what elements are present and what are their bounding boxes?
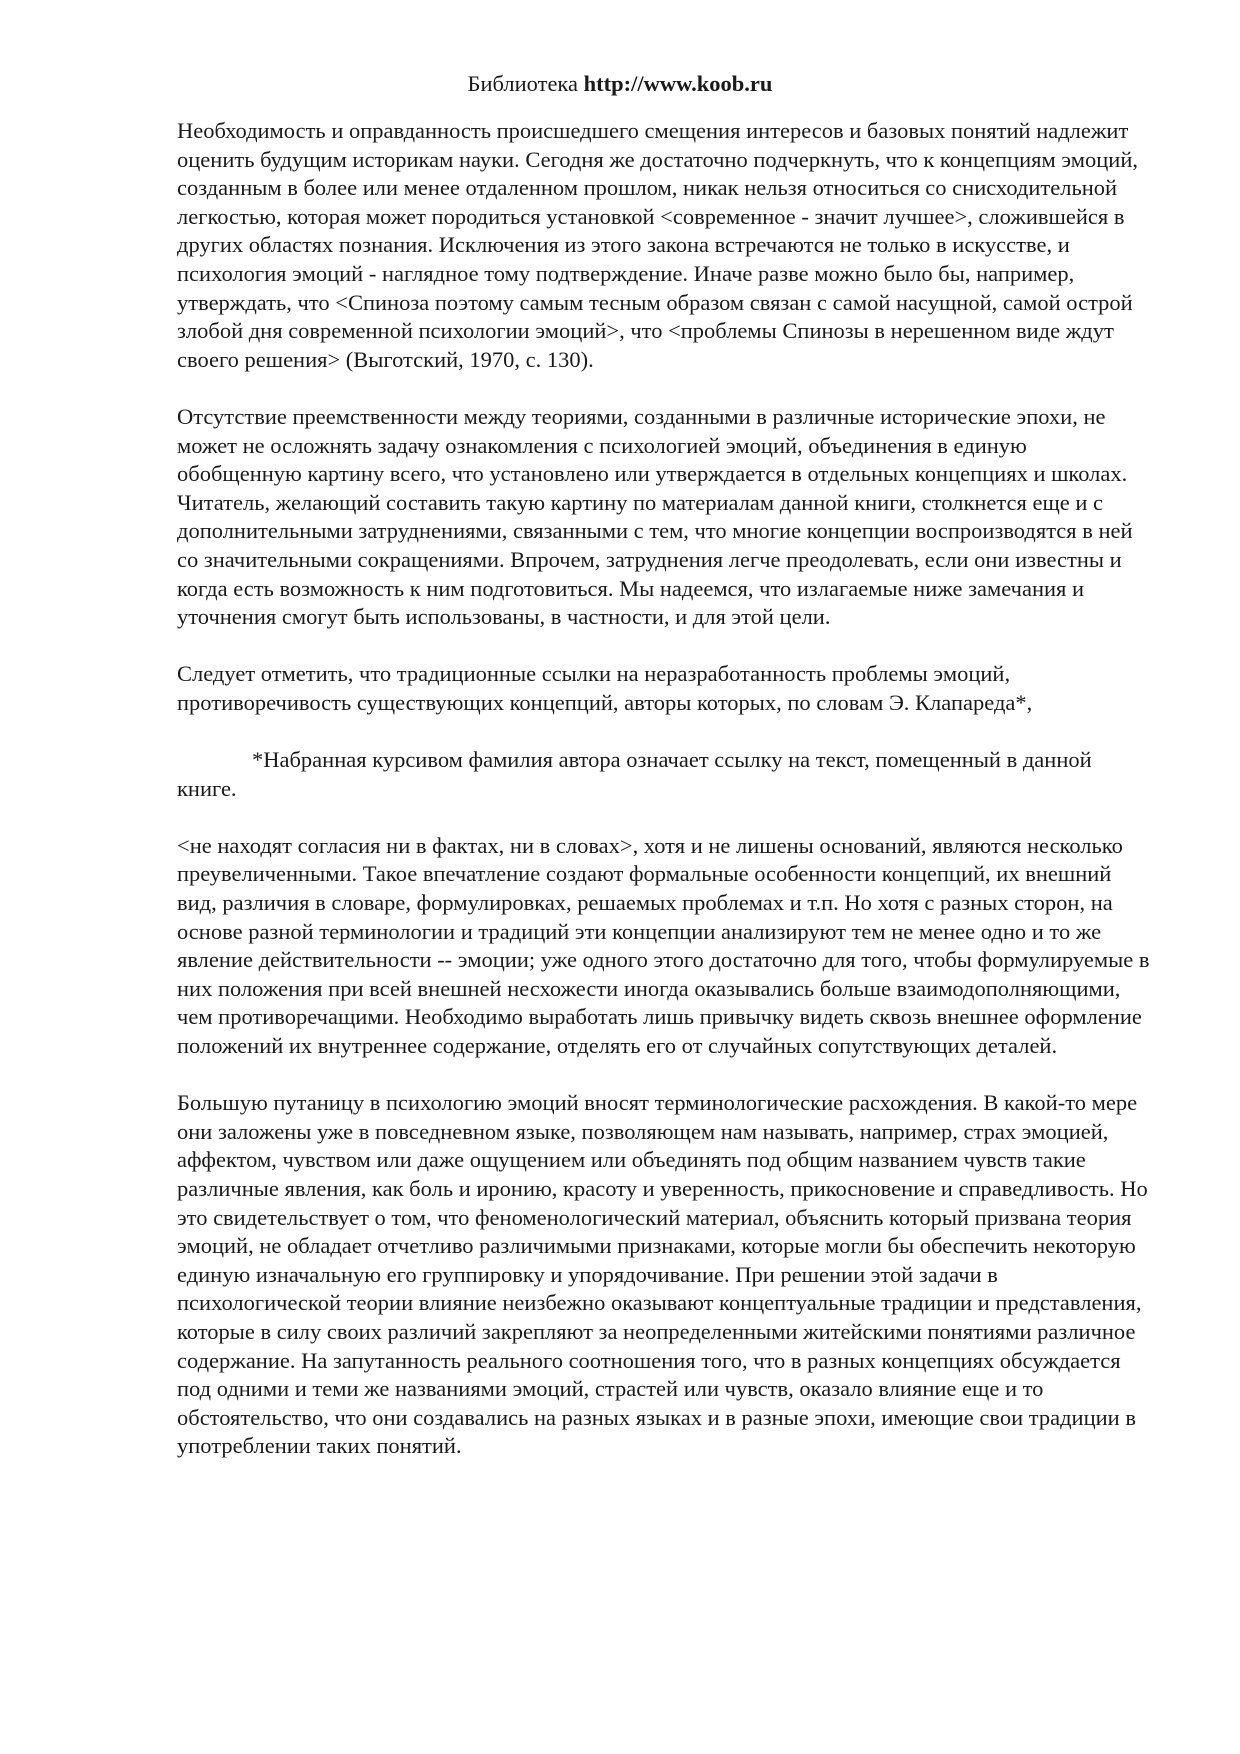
paragraph-2: Отсутствие преемственности между теориями, созданными в различные исторические эпохи, не может не осложнять задачу ознакомления с психологией эмоций, объединения в единую обобщенную картину всего, что установлено или утверждается в отдельных концепциях и школах. Читатель, желающий составить такую картину по материалам данной книги, столкнется еще и с дополнительными затруднениями, связанными с тем, что многие концепции воспроизводятся в ней со значительными сокращениями. Впрочем, затруднения легче преодолевать, если они известны и когда есть возможность к ним подготовиться. Мы надеемся, что излагаемые ниже замечания и уточнения смогут быть использованы, в частности, и для этой цели. xyxy=(177,403,1133,630)
paragraph-4: <не находят согласия ни в фактах, ни в словах>, хотя и не лишены оснований, являются несколько преувеличенными. Такое впечатление создают формальные особенности концепций, их внешний вид, различия в словаре, формулировках, решаемых проблемах и т.п. Но хотя с разных сторон, на основе разной терминологии и традиций эти концепции анализируют тем не менее одно и то же явление действительности -- эмоции; уже одного этого достаточно для того, чтобы формулируемые в них положения при всей внешней несхожести иногда оказывались больше взаимодополняющими, чем противоречащими. Необходимо выработать лишь привычку видеть сквозь внешнее оформление положений их внутреннее содержание, отделять его от случайных сопутствующих деталей. xyxy=(177,832,1150,1058)
library-url-link[interactable]: http://www.koob.ru xyxy=(583,71,773,96)
footnote: *Набранная курсивом фамилия автора означает ссылку на текст, помещенный в данной книге. xyxy=(177,747,1092,801)
paragraph-1: Необходимость и оправданность происшедшего смещения интересов и базовых понятий надлежит оценить будущим историкам науки. Сегодня же достаточно подчеркнуть, что к концепциям эмоций, созданным в более или менее отдаленном прошлом, никак нельзя относиться со снисходительной легкостью, которая может породиться установкой <современное - значит лучшее>, сложившейся в других областях познания. Исключения из этого закона встречаются не только в искусстве, и психология эмоций - наглядное тому подтверждение. Иначе разве можно было бы, например, утверждать, что <Спиноза поэтому самым тесным образом связан с самой насущной, самой острой злобой дня современной психологии эмоций>, что <проблемы Спинозы в нерешенном виде ждут своего решения> (Выготский, 1970, с. 130). xyxy=(177,118,1139,372)
page-header xyxy=(0,70,1240,98)
document-body xyxy=(177,117,1152,1490)
paragraph-3: Следует отметить, что традиционные ссылки на неразработанность проблемы эмоций, противоречивость существующих концепций, авторы которых, по словам Э. Клапареда*, xyxy=(177,661,1033,715)
paragraph-5: Большую путаницу в психологию эмоций вносят терминологические расхождения. В какой-то мере они заложены уже в повседневном языке, позволяющем нам называть, например, страх эмоцией, аффектом, чувством или даже ощущением или объединять под общим названием чувств такие различные явления, как боль и иронию, красоту и уверенность, прикосновение и справедливость. Но это свидетельствует о том, что феноменологический материал, объяснить который призвана теория эмоций, не обладает отчетливо различимыми признаками, которые могли бы обеспечить некоторую единую изначальную его группировку и упорядочивание. При решении этой задачи в психологической теории влияние неизбежно оказывают концептуальные традиции и представления, которые в силу своих различий закрепляют за неопределенными житейскими понятиями различное содержание. На запутанность реального соотношения того, что в разных концепциях обсуждается под одними и теми же названиями эмоций, страстей или чувств, оказало влияние еще и то обстоятельство, что они создавались на разных языках и в разные эпохи, имеющие свои традиции в употреблении таких понятий. xyxy=(177,1090,1148,1459)
library-label: Библиотека xyxy=(467,71,579,96)
